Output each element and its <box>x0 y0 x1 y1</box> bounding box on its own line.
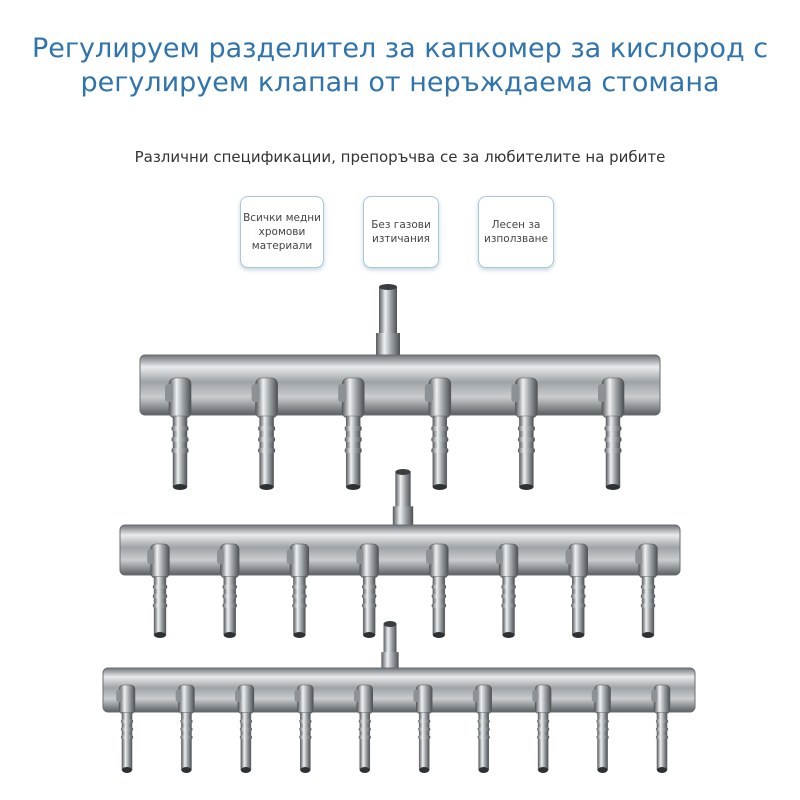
outlet-valve <box>116 685 135 773</box>
outlet-valve <box>598 378 624 490</box>
outlet-valve <box>635 544 657 638</box>
outlet-valve <box>235 685 254 773</box>
outlet-valve <box>592 685 611 773</box>
outlet-valve <box>287 544 309 638</box>
manifold-10-way <box>103 621 695 773</box>
badge-label: Без газови изтичания <box>371 219 431 245</box>
manifold-6-way <box>140 284 660 490</box>
outlet-valve <box>511 378 537 490</box>
outlet-valve <box>252 378 278 490</box>
outlet-valve <box>425 378 451 490</box>
outlet-valve <box>473 685 492 773</box>
outlet-valve <box>354 685 373 773</box>
outlet-valve <box>176 685 195 773</box>
page-title: Регулируем разделител за капкомер за кислород с регулируем клапан от неръждаема стомана <box>31 33 769 98</box>
outlet-valve <box>217 544 239 638</box>
outlet-valve <box>413 685 432 773</box>
outlet-valve <box>295 685 314 773</box>
outlet-valve <box>496 544 518 638</box>
outlet-valve <box>532 685 551 773</box>
badge-label: Всички медни хромови материали <box>243 212 321 252</box>
badge-label: Лесен за използване <box>484 219 548 245</box>
outlet-valve <box>356 544 378 638</box>
outlet-valve <box>165 378 191 490</box>
page-subtitle: Различни спецификации, препоръчва се за любителите на рибите <box>134 148 666 166</box>
outlet-valve <box>338 378 364 490</box>
outlet-valve <box>566 544 588 638</box>
outlet-valve <box>426 544 448 638</box>
outlet-valve <box>651 685 670 773</box>
manifold-8-way <box>120 469 680 638</box>
outlet-valve <box>147 544 169 638</box>
